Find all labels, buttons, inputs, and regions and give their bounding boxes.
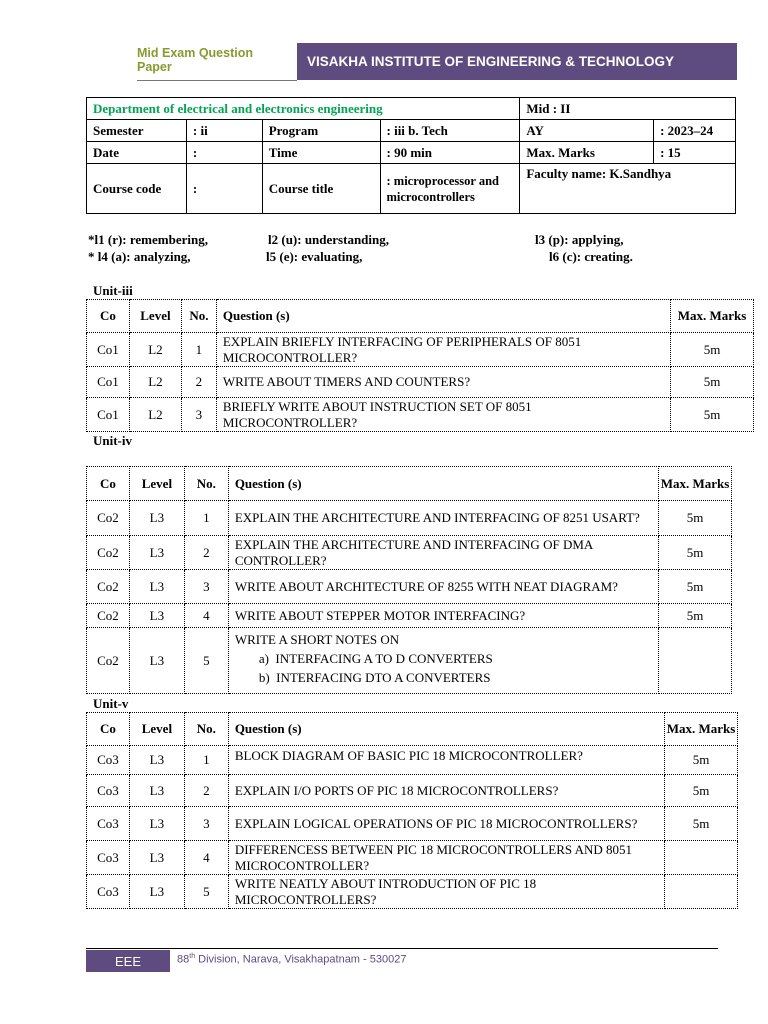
- institute-name: VISAKHA INSTITUTE OF ENGINEERING & TECHNOLOGY: [307, 54, 675, 69]
- marks-cell: 5m: [671, 333, 754, 367]
- question-cell: EXPLAIN THE ARCHITECTURE AND INTERFACING OF 8251 USART?: [228, 501, 658, 536]
- level-l4: * l4 (a): analyzing,: [88, 249, 191, 264]
- no-cell: 5: [184, 875, 228, 909]
- col-question: Question (s): [228, 467, 658, 501]
- level-l1: *l1 (r): remembering,: [88, 232, 208, 247]
- marks-cell: 5m: [659, 604, 732, 628]
- co-cell: Co2: [87, 570, 130, 604]
- col-question: Question (s): [228, 713, 664, 746]
- exam-info-table: [86, 97, 736, 214]
- marks-cell: [665, 875, 738, 909]
- footer-divider: [86, 948, 718, 949]
- co-cell: Co2: [87, 536, 130, 570]
- program-label: Program: [262, 120, 380, 142]
- sub-question-b: b) INTERFACING DTO A CONVERTERS: [258, 670, 491, 685]
- no-cell: 2: [181, 367, 216, 398]
- col-no: No.: [181, 300, 216, 333]
- course-title-value: : microprocessor and microcontrollers: [380, 164, 520, 214]
- question-cell: WRITE NEATLY ABOUT INTRODUCTION OF PIC 18 MICROCONTROLLERS?: [228, 875, 664, 909]
- table-row: [87, 398, 754, 432]
- marks-cell: 5m: [659, 501, 732, 536]
- level-cell: L3: [129, 536, 184, 570]
- col-co: Co: [87, 713, 130, 746]
- footer-address: 88th Division, Narava, Visakhapatnam - 530027: [177, 953, 407, 966]
- unit-iv-table: [86, 466, 732, 694]
- course-code-value: :: [186, 164, 262, 214]
- question-cell: WRITE ABOUT STEPPER MOTOR INTERFACING?: [228, 604, 658, 628]
- no-cell: 1: [184, 501, 228, 536]
- col-co: Co: [87, 467, 130, 501]
- question-text: WRITE A SHORT NOTES ON: [234, 632, 400, 647]
- level-cell: L3: [129, 570, 184, 604]
- department-name: Department of electrical and electronics engineering: [87, 98, 520, 120]
- co-cell: Co2: [87, 628, 130, 694]
- no-cell: 3: [184, 807, 228, 841]
- question-cell: DIFFERENCESS BETWEEN PIC 18 MICROCONTROLLERS AND 8051 MICROCONTROLLER?: [228, 841, 664, 875]
- table-row: [87, 628, 732, 694]
- co-cell: Co1: [87, 398, 130, 432]
- col-co: Co: [87, 300, 130, 333]
- date-label: Date: [87, 142, 187, 164]
- institute-banner: [297, 43, 737, 80]
- question-cell: EXPLAIN BRIEFLY INTERFACING OF PERIPHERALS OF 8051 MICROCONTROLLER?: [216, 333, 670, 367]
- col-marks: Max. Marks: [659, 467, 732, 501]
- co-cell: Co3: [87, 746, 130, 775]
- level-cell: L2: [129, 333, 181, 367]
- no-cell: 5: [184, 628, 228, 694]
- question-cell: WRITE ABOUT TIMERS AND COUNTERS?: [216, 367, 670, 398]
- table-row: [87, 333, 754, 367]
- faculty-name: Faculty name: K.Sandhya: [520, 164, 736, 214]
- marks-cell: 5m: [665, 775, 738, 807]
- max-marks-value: : 15: [654, 142, 736, 164]
- semester-value: : ii: [186, 120, 262, 142]
- no-cell: 2: [184, 536, 228, 570]
- table-row: [87, 604, 732, 628]
- no-cell: 1: [184, 746, 228, 775]
- ay-value: : 2023–24: [654, 120, 736, 142]
- level-cell: L2: [129, 398, 181, 432]
- col-marks: Max. Marks: [671, 300, 754, 333]
- level-cell: L3: [129, 875, 184, 909]
- level-cell: L3: [129, 841, 184, 875]
- co-cell: Co2: [87, 604, 130, 628]
- question-cell: WRITE ABOUT ARCHITECTURE OF 8255 WITH NEAT DIAGRAM?: [228, 570, 658, 604]
- footer-dept-badge: [86, 950, 170, 972]
- no-cell: 3: [184, 570, 228, 604]
- unit-iii-title: Unit-iii: [93, 283, 133, 298]
- level-cell: L3: [129, 775, 184, 807]
- marks-cell: [665, 841, 738, 875]
- unit-iii-table: [86, 299, 754, 432]
- unit-v-title: Unit-v: [93, 696, 129, 711]
- table-row: [87, 570, 732, 604]
- question-cell: BRIEFLY WRITE ABOUT INSTRUCTION SET OF 8051 MICROCONTROLLER?: [216, 398, 670, 432]
- col-marks: Max. Marks: [665, 713, 738, 746]
- unit-v-table: [86, 712, 738, 909]
- marks-cell: 5m: [671, 367, 754, 398]
- marks-cell: 5m: [659, 570, 732, 604]
- col-level: Level: [129, 467, 184, 501]
- question-cell: EXPLAIN I/O PORTS OF PIC 18 MICROCONTROLLERS?: [228, 775, 664, 807]
- marks-cell: 5m: [665, 807, 738, 841]
- program-value: : iii b. Tech: [380, 120, 520, 142]
- time-value: : 90 min: [380, 142, 520, 164]
- no-cell: 3: [181, 398, 216, 432]
- col-question: Question (s): [216, 300, 670, 333]
- time-label: Time: [262, 142, 380, 164]
- date-value: :: [186, 142, 262, 164]
- co-cell: Co3: [87, 775, 130, 807]
- co-cell: Co1: [87, 333, 130, 367]
- co-cell: Co2: [87, 501, 130, 536]
- co-cell: Co3: [87, 875, 130, 909]
- table-row: [87, 501, 732, 536]
- col-no: No.: [184, 467, 228, 501]
- sub-question-a: a) INTERFACING A TO D CONVERTERS: [258, 651, 493, 666]
- col-level: Level: [129, 713, 184, 746]
- question-cell: EXPLAIN LOGICAL OPERATIONS OF PIC 18 MICROCONTROLLERS?: [228, 807, 664, 841]
- question-cell: BLOCK DIAGRAM OF BASIC PIC 18 MICROCONTROLLER?: [228, 746, 664, 775]
- exam-type-label: Mid Exam Question Paper: [137, 46, 253, 74]
- no-cell: 4: [184, 841, 228, 875]
- table-row: [87, 841, 738, 875]
- level-cell: L3: [129, 604, 184, 628]
- level-cell: L2: [129, 367, 181, 398]
- level-cell: L3: [129, 807, 184, 841]
- table-row: [87, 367, 754, 398]
- level-cell: L3: [129, 746, 184, 775]
- col-level: Level: [129, 300, 181, 333]
- level-l6: l6 (c): creating.: [549, 249, 633, 264]
- co-cell: Co3: [87, 807, 130, 841]
- level-l2: l2 (u): understanding,: [268, 232, 389, 247]
- table-row: [87, 775, 738, 807]
- level-l3: l3 (p): applying,: [535, 232, 624, 247]
- co-cell: Co3: [87, 841, 130, 875]
- level-cell: L3: [129, 501, 184, 536]
- ay-label: AY: [520, 120, 654, 142]
- co-cell: Co1: [87, 367, 130, 398]
- no-cell: 1: [181, 333, 216, 367]
- no-cell: 4: [184, 604, 228, 628]
- table-row: [87, 536, 732, 570]
- marks-cell: 5m: [659, 536, 732, 570]
- table-row: [87, 807, 738, 841]
- mid-label: Mid : II: [520, 98, 736, 120]
- marks-cell: 5m: [665, 746, 738, 775]
- no-cell: 2: [184, 775, 228, 807]
- table-row: [87, 746, 738, 775]
- footer-dept: EEE: [114, 953, 141, 969]
- course-code-label: Course code: [87, 164, 187, 214]
- unit-iv-title: Unit-iv: [93, 433, 132, 448]
- level-cell: L3: [129, 628, 184, 694]
- course-title-label: Course title: [262, 164, 380, 214]
- col-no: No.: [184, 713, 228, 746]
- level-l5: l5 (e): evaluating,: [266, 249, 363, 264]
- header-divider: [137, 80, 297, 81]
- marks-cell: 5m: [671, 398, 754, 432]
- marks-cell: [659, 628, 732, 694]
- question-cell: [228, 628, 658, 694]
- max-marks-label: Max. Marks: [520, 142, 654, 164]
- table-row: [87, 875, 738, 909]
- question-cell: EXPLAIN THE ARCHITECTURE AND INTERFACING OF DMA CONTROLLER?: [228, 536, 658, 570]
- semester-label: Semester: [87, 120, 187, 142]
